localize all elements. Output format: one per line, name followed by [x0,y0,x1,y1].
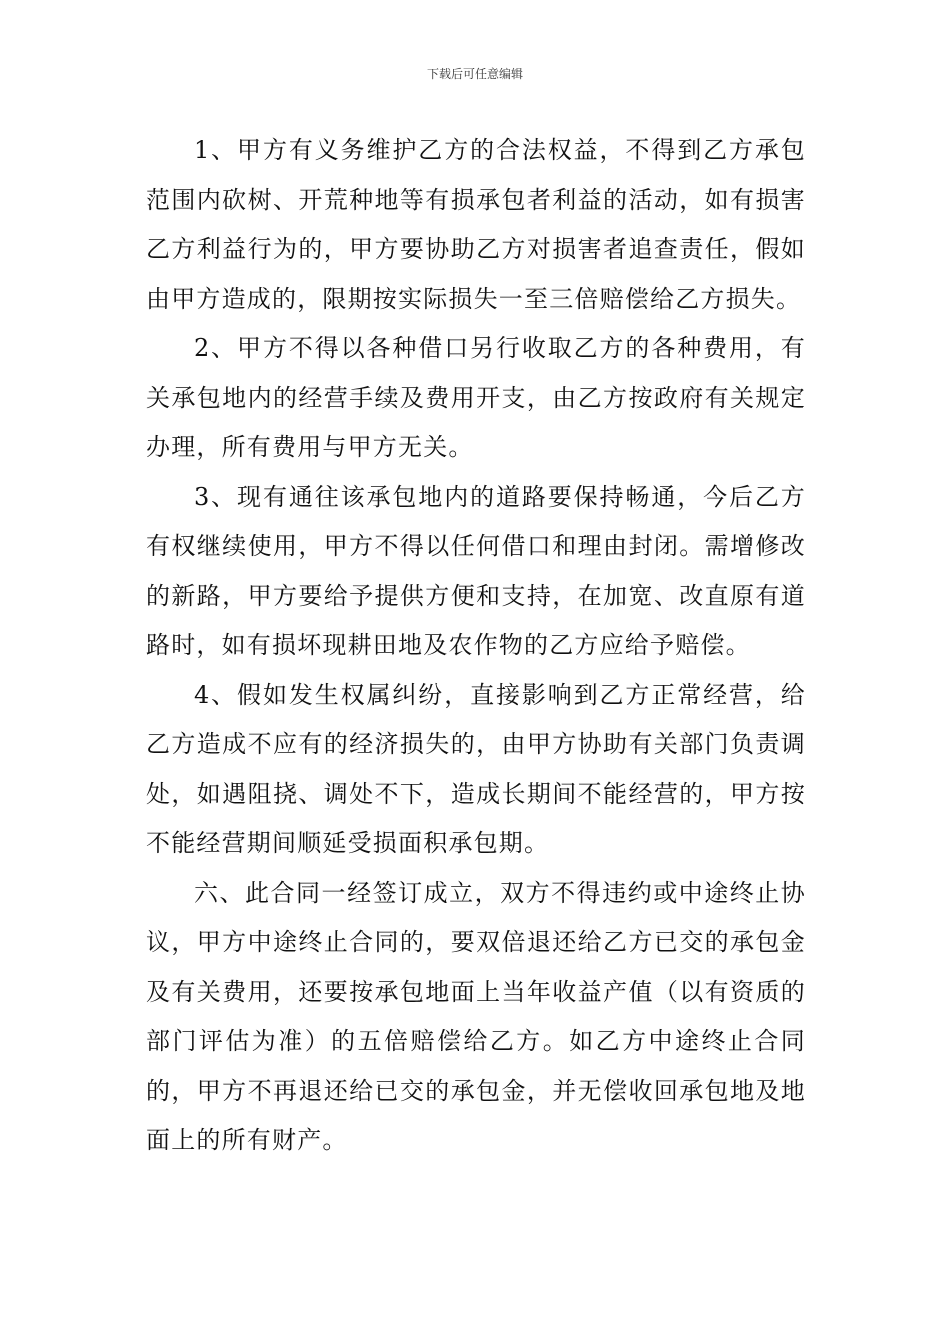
header-note: 下载后可任意编辑 [426,67,523,81]
paragraph-clause-1: 1、甲方有义务维护乙方的合法权益，不得到乙方承包范围内砍树、开荒种地等有损承包者利益的活动，如有损害乙方利益行为的，甲方要协助乙方对损害者追查责任，假如由甲方造成的，限期按实际损失一至三倍赔偿给乙方损失。 [146,136,806,313]
paragraph-section-6: 六、此合同一经签订成立，双方不得违约或中途终止协议，甲方中途终止合同的，要双倍退还给乙方已交的承包金及有关费用，还要按承包地面上当年收益产值（以有资质的部门评估为准）的五倍赔偿给乙方。如乙方中途终止合同的，甲方不再退还给已交的承包金，并无偿收回承包地及地面上的所有财产。 [146,878,806,1154]
paragraph-clause-3: 3、现有通往该承包地内的道路要保持畅通，今后乙方有权继续使用，甲方不得以任何借口和理由封闭。需增修改的新路，甲方要给予提供方便和支持，在加宽、改直原有道路时，如有损坏现耕田地及农作物的乙方应给予赔偿。 [146,482,806,659]
paragraph-clause-2: 2、甲方不得以各种借口另行收取乙方的各种费用，有关承包地内的经营手续及费用开支，由乙方按政府有关规定办理，所有费用与甲方无关。 [146,334,806,461]
document-body [146,126,806,1166]
paragraph-clause-4: 4、假如发生权属纠纷，直接影响到乙方正常经营，给乙方造成不应有的经济损失的，由甲方协助有关部门负责调处，如遇阻挠、调处不下，造成长期间不能经营的，甲方按不能经营期间顺延受损面积承包期。 [146,680,806,857]
